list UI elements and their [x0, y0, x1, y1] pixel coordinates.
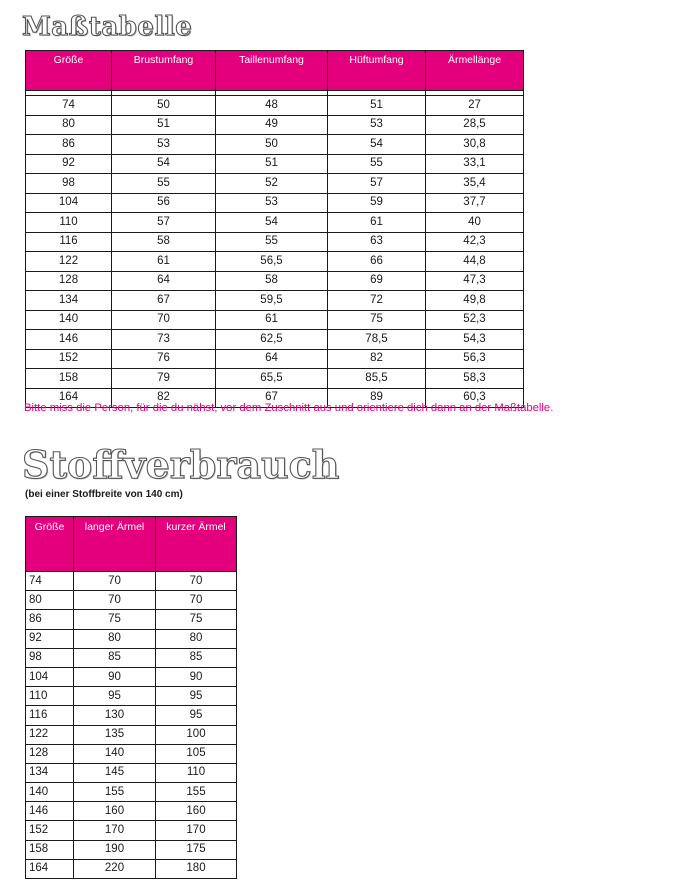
table-cell: 51: [112, 115, 216, 135]
table-cell: 89: [328, 388, 426, 408]
table-cell: 54: [328, 135, 426, 155]
table-cell: 170: [156, 821, 237, 840]
table-cell: 130: [74, 706, 156, 725]
table-cell: 140: [26, 783, 74, 802]
table-row: [26, 783, 237, 802]
table-cell: 220: [74, 859, 156, 878]
table-cell: 53: [328, 115, 426, 135]
table-cell: 70: [112, 310, 216, 330]
page-title-stoffverbrauch: Stoffverbrauch: [22, 442, 340, 487]
table-cell: 145: [74, 763, 156, 782]
table-cell: 80: [26, 591, 74, 610]
table-cell: 140: [74, 744, 156, 763]
header-cell: Taillenumfang: [216, 51, 328, 91]
table-row: [26, 96, 524, 116]
table-cell: 28,5: [426, 115, 524, 135]
table-cell: 55: [216, 232, 328, 252]
table-cell: 146: [26, 802, 74, 821]
table-cell: 53: [216, 193, 328, 213]
table-cell: 85: [74, 648, 156, 667]
table-cell: 122: [26, 252, 112, 272]
table-cell: 47,3: [426, 271, 524, 291]
table-cell: 116: [26, 706, 74, 725]
table-cell: 69: [328, 271, 426, 291]
table-cell: 50: [216, 135, 328, 155]
table-cell: 70: [156, 591, 237, 610]
table-cell: 54: [216, 213, 328, 233]
table-cell: 70: [156, 572, 237, 591]
header-cell: kurzer Ärmel: [156, 517, 237, 572]
table-cell: 175: [156, 840, 237, 859]
table-cell: 128: [26, 744, 74, 763]
table-cell: 27: [426, 96, 524, 116]
table-cell: 134: [26, 291, 112, 311]
table-row: [26, 591, 237, 610]
table-cell: 80: [156, 629, 237, 648]
table-cell: 75: [156, 610, 237, 629]
table-cell: 86: [26, 135, 112, 155]
table-cell: 158: [26, 369, 112, 389]
table-cell: 73: [112, 330, 216, 350]
table-cell: 128: [26, 271, 112, 291]
table-row: [26, 252, 524, 272]
table-cell: 134: [26, 763, 74, 782]
table-cell: 51: [216, 154, 328, 174]
table-row: [26, 629, 237, 648]
table-cell: 67: [112, 291, 216, 311]
table-cell: 98: [26, 174, 112, 194]
table-cell: 95: [156, 687, 237, 706]
table-cell: 82: [112, 388, 216, 408]
header-cell: langer Ärmel: [74, 517, 156, 572]
table-cell: 53: [112, 135, 216, 155]
table-cell: 135: [74, 725, 156, 744]
table-cell: 56,5: [216, 252, 328, 272]
header-cell: Hüftumfang: [328, 51, 426, 91]
table-cell: 44,8: [426, 252, 524, 272]
table-cell: 40: [426, 213, 524, 233]
table-cell: 72: [328, 291, 426, 311]
table-row: [26, 330, 524, 350]
table-cell: 140: [26, 310, 112, 330]
table-cell: 70: [74, 591, 156, 610]
table-cell: 92: [26, 629, 74, 648]
table-cell: 35,4: [426, 174, 524, 194]
table-cell: 79: [112, 369, 216, 389]
table-cell: 70: [74, 572, 156, 591]
table-cell: 56,3: [426, 349, 524, 369]
table-cell: 62,5: [216, 330, 328, 350]
table-row: [26, 174, 524, 194]
table-cell: 57: [328, 174, 426, 194]
table-cell: 190: [74, 840, 156, 859]
table-row: [26, 648, 237, 667]
table-cell: 58: [112, 232, 216, 252]
table-cell: 52,3: [426, 310, 524, 330]
table-cell: 67: [216, 388, 328, 408]
table-row: [26, 744, 237, 763]
table-row: [26, 135, 524, 155]
fabric-table: [25, 516, 237, 879]
table-cell: 61: [216, 310, 328, 330]
table-cell: 170: [74, 821, 156, 840]
table-row: [26, 859, 237, 878]
table-cell: 61: [328, 213, 426, 233]
table-cell: 152: [26, 349, 112, 369]
table-cell: 63: [328, 232, 426, 252]
table-cell: 92: [26, 154, 112, 174]
table-cell: 98: [26, 648, 74, 667]
fabric-table-body: [26, 572, 237, 879]
table-cell: 49,8: [426, 291, 524, 311]
table-cell: 158: [26, 840, 74, 859]
measurement-note: Bitte miss die Person, für die du nähst, vor dem Zuschnitt aus und orientiere dich dann an der Maßtabelle.: [24, 402, 554, 414]
table-row: [26, 610, 237, 629]
table-cell: 152: [26, 821, 74, 840]
table-row: [26, 115, 524, 135]
table-cell: 160: [74, 802, 156, 821]
table-cell: 82: [328, 349, 426, 369]
table-cell: 155: [156, 783, 237, 802]
table-cell: 51: [328, 96, 426, 116]
table-row: [26, 271, 524, 291]
table-cell: 66: [328, 252, 426, 272]
table-cell: 30,8: [426, 135, 524, 155]
table-cell: 80: [74, 629, 156, 648]
table-row: [26, 687, 237, 706]
table-cell: 64: [112, 271, 216, 291]
header-cell: Ärmellänge: [426, 51, 524, 91]
table-cell: 74: [26, 96, 112, 116]
table-row: [26, 213, 524, 233]
fabric-table-header: [26, 517, 237, 572]
table-cell: 33,1: [426, 154, 524, 174]
measurement-table-body: [26, 91, 524, 408]
table-cell: 105: [156, 744, 237, 763]
header-cell: Brustumfang: [112, 51, 216, 91]
table-cell: 52: [216, 174, 328, 194]
table-cell: 60,3: [426, 388, 524, 408]
table-row: [26, 232, 524, 252]
table-row: [26, 840, 237, 859]
table-cell: 90: [74, 667, 156, 686]
table-row: [26, 802, 237, 821]
table-row: [26, 369, 524, 389]
table-cell: 90: [156, 667, 237, 686]
table-cell: 76: [112, 349, 216, 369]
table-cell: 50: [112, 96, 216, 116]
table-cell: 49: [216, 115, 328, 135]
table-cell: 122: [26, 725, 74, 744]
table-cell: 78,5: [328, 330, 426, 350]
table-cell: 54: [112, 154, 216, 174]
table-cell: 180: [156, 859, 237, 878]
table-cell: 95: [156, 706, 237, 725]
table-row: [26, 763, 237, 782]
table-cell: 58: [216, 271, 328, 291]
table-cell: 160: [156, 802, 237, 821]
table-cell: 42,3: [426, 232, 524, 252]
table-cell: 110: [26, 213, 112, 233]
table-cell: 86: [26, 610, 74, 629]
table-cell: 110: [156, 763, 237, 782]
table-cell: 55: [328, 154, 426, 174]
table-cell: 74: [26, 572, 74, 591]
table-cell: 58,3: [426, 369, 524, 389]
table-cell: 56: [112, 193, 216, 213]
table-cell: 55: [112, 174, 216, 194]
table-cell: 75: [74, 610, 156, 629]
table-cell: 57: [112, 213, 216, 233]
table-cell: 104: [26, 667, 74, 686]
header-cell: Größe: [26, 517, 74, 572]
table-cell: 110: [26, 687, 74, 706]
table-cell: 61: [112, 252, 216, 272]
table-row: [26, 193, 524, 213]
table-row: [26, 821, 237, 840]
measurement-table: [25, 50, 524, 408]
table-cell: 65,5: [216, 369, 328, 389]
table-cell: 85: [156, 648, 237, 667]
table-row: [26, 310, 524, 330]
page-title-masstabelle: Maßtabelle: [22, 12, 193, 42]
table-row: [26, 291, 524, 311]
table-cell: 146: [26, 330, 112, 350]
table-cell: 64: [216, 349, 328, 369]
table-row: [26, 349, 524, 369]
table-cell: 164: [26, 859, 74, 878]
table-cell: 59: [328, 193, 426, 213]
table-row: [26, 667, 237, 686]
table-cell: 164: [26, 388, 112, 408]
table-cell: 48: [216, 96, 328, 116]
table-cell: 100: [156, 725, 237, 744]
table-row: [26, 706, 237, 725]
table-cell: 54,3: [426, 330, 524, 350]
table-cell: 116: [26, 232, 112, 252]
table-cell: 80: [26, 115, 112, 135]
table-cell: 75: [328, 310, 426, 330]
table-cell: 59,5: [216, 291, 328, 311]
table-row: [26, 725, 237, 744]
table-cell: 104: [26, 193, 112, 213]
table-cell: 37,7: [426, 193, 524, 213]
fabric-subtitle: (bei einer Stoffbreite von 140 cm): [25, 489, 183, 500]
table-row: [26, 154, 524, 174]
header-cell: Größe: [26, 51, 112, 91]
table-cell: 155: [74, 783, 156, 802]
measurement-table-header: [26, 51, 524, 91]
table-cell: 85,5: [328, 369, 426, 389]
table-cell: 95: [74, 687, 156, 706]
table-row: [26, 572, 237, 591]
